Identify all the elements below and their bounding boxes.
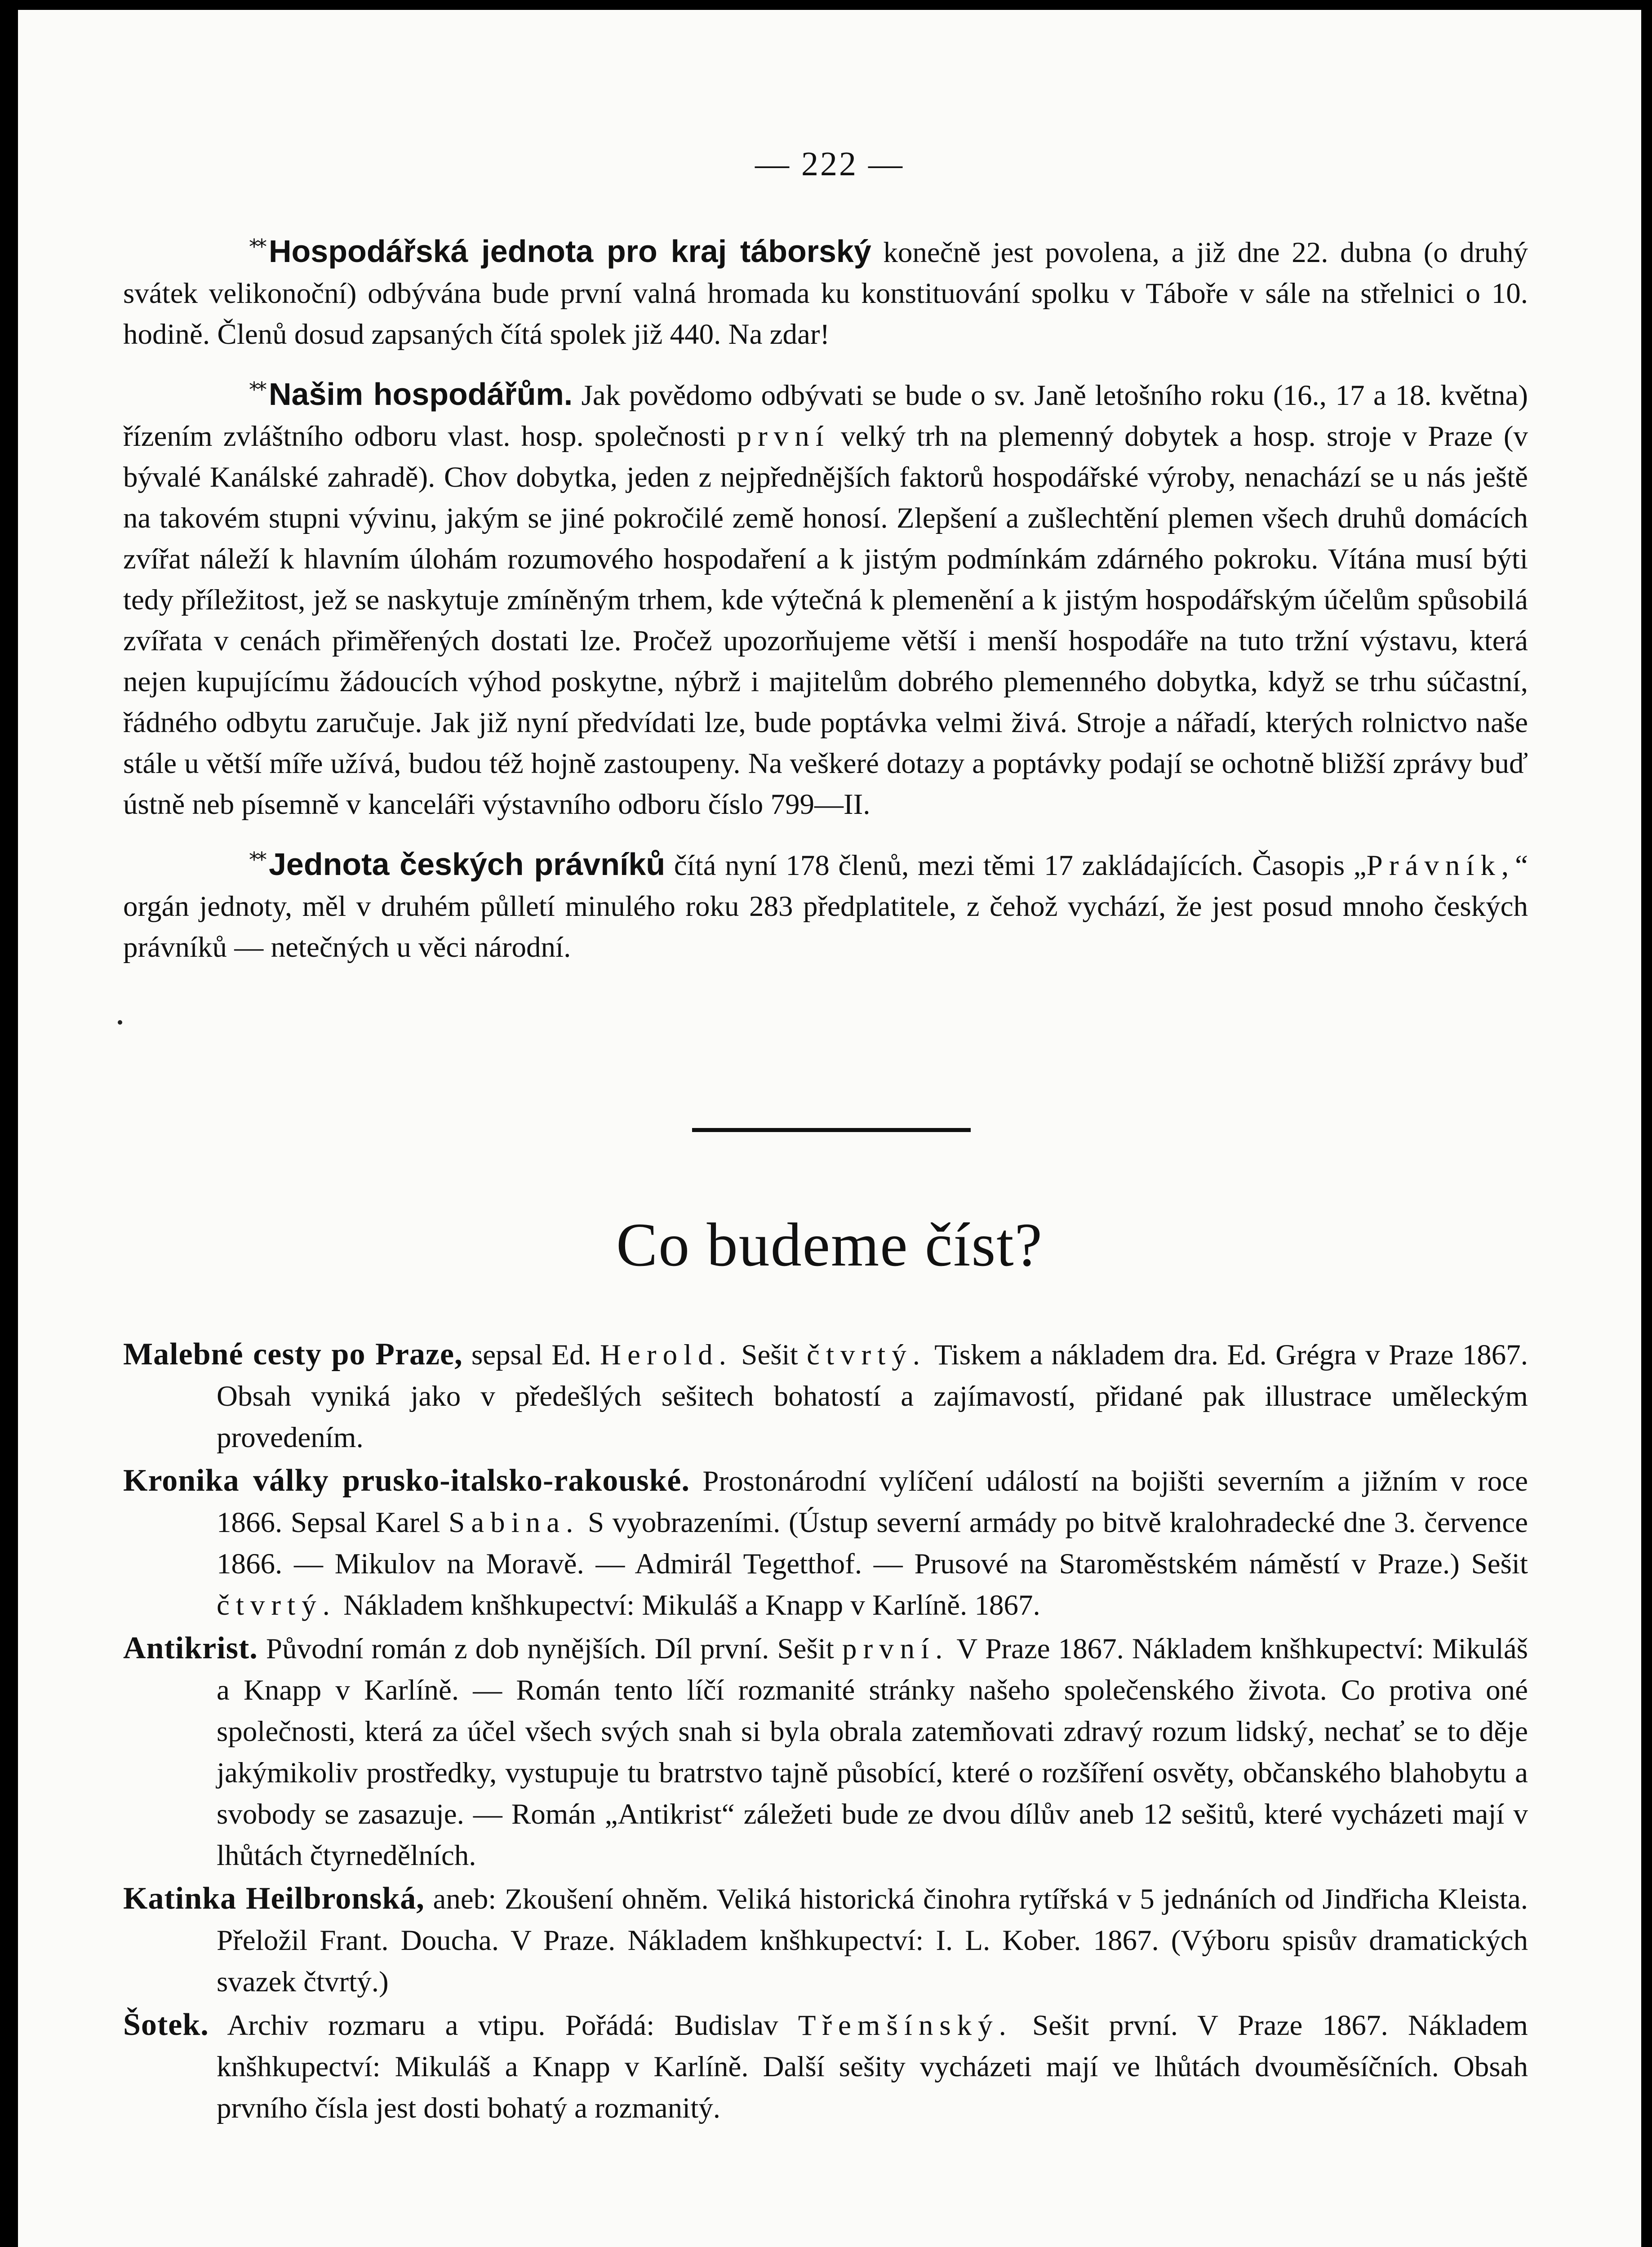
news-item [123,839,1528,968]
book-entry [123,2004,1528,2129]
news-section [123,226,1528,982]
book-title: Malebné cesty po Praze, [123,1337,463,1372]
book-text: S vyobrazeními. (Ústup severní armády po bitvě kralohradecké dne 3. července 1866. — Mikulov na Moravě. — Admirál Tegetthof. — Prusové na Staroměstském náměstí v Praze.) Sešit [217,1506,1528,1580]
book-emphasis: čtvrtý. [217,1589,336,1621]
book-text: V Praze 1867. Nákladem knšhkupectví: Mikuláš a Knapp v Karlíně. — Román tento líčí rozmanité stránky našeho společenského života. Co protiva oné společnosti, která za účel všech svých snah si byla obrala zatemňovati zdravý rozum lidský, nechať se to děje jakýmikoliv prostředky, vystupuje tu bratrstvo tajně působící, které o rozšíření osvěty, občanského blahobytu a svobody se zasazuje. — Román „Antikrist“ záležeti bude ze dvou dílův aneb 12 sešitů, které vycházeti mají v lhůtách čtyrnedělních. [217,1633,1528,1872]
news-text: velký trh na plemenný dobytek a hosp. stroje v Praze (v bývalé Kanálské zahradě). Chov dobytka, jeden z nejpřednějších faktorů hospodářské výroby, nenachází se u nás ještě na takovém stupni vývinu, jakým se jiné pokročilé země honosí. Zlepšení a zušlechtění plemen všech druhů domácích zvířat náleží k hlavním úlohám rozumového hospodaření a k jistým podmínkám zdárného pokroku. Vítána musí býti tedy příležitost, jež se naskytuje zmíněným trhem, kde výtečná k plemenění a k jistým hospodářským účelům spůsobilá zvířata v cenách přiměřených dostati lze. Pročež upozorňujeme větší i menší hospodáře na tuto tržní výstavu, která nejen kupujícímu žádoucích výhod poskytne, nýbrž i majitelům dobrého plemenného dobytka, když se trhu súčastní, řádného odbytu zaručuje. Jak již nyní předvídati lze, bude poptávka velmi živá. Stroje a nářadí, kterých rolnictvo naše stále u větší míře užívá, budou též hojně zastoupeny. Na veškeré dotazy a poptávky podají se ochotně bližší zprávy buď ústně neb písemně v kanceláři výstavního odboru číslo 799—II. [123,420,1528,821]
book-emphasis: Třemšínský. [798,2009,1013,2042]
news-text: Jak povědomo odbývati se bude o sv. Janě letošního roku (16., 17 a 18. května) řízením zvláštního odboru vlast. hosp. společnosti [123,379,1528,453]
asterism-marker: ** [249,377,264,402]
book-text: Sešit první. V Praze 1867. Nákladem knšhkupectví: Mikuláš a Knapp v Karlíně. Další sešity vycházeti mají ve lhůtách dvouměsíčních. Obsah prvního čísla jest dosti bohatý a rozmanitý. [217,2009,1528,2124]
book-entry [123,1460,1528,1626]
book-title: Antikrist. [123,1631,258,1665]
news-text: konečně jest povolena, a již dne 22. dubna (o druhý svátek velikonoční) odbývána bude první valná hromada ku konstituování spolku v Táboře v sále na střelnici o 10. hodině. Členů dosud zapsaných čítá spolek již 440. Na zdar! [123,236,1528,351]
book-emphasis: čtvrtý. [807,1339,927,1371]
news-emphasis: první [737,420,830,453]
book-text: Archiv rozmaru a vtipu. Pořádá: Budislav [209,2009,798,2042]
asterism-marker: ** [249,848,264,872]
news-heading: Jednota českých právníků [269,847,666,882]
news-item [123,369,1528,825]
book-entry [123,1628,1528,1876]
book-text: Prostonárodní vylíčení událostí na bojišti severním a jižním v roce 1866. Sepsal Karel [217,1465,1528,1539]
margin-speck [118,1020,122,1025]
page [18,10,1641,2247]
book-text: Nákladem knšhkupectví: Mikuláš a Knapp v Karlíně. 1867. [336,1589,1040,1621]
book-emphasis: Sabina. [449,1506,580,1539]
book-emphasis: Herold. [600,1339,733,1371]
news-text: “ orgán jednoty, měl v druhém půlletí minulého roku 283 předplatitele, z čehož vychází, že jest posud mnoho českých právníků — netečných u věci národní. [123,849,1528,964]
book-text: sepsal Ed. [462,1339,600,1371]
news-heading: Hospodářská jednota pro kraj táborský [269,234,871,269]
section-title: Co budeme číst? [616,1210,1043,1279]
page-number: — 222 — [755,145,904,183]
book-list [123,1334,1528,2131]
book-text: Tiskem a nákladem dra. Ed. Grégra v Praze 1867. Obsah vyniká jako v předešlých sešitech bohatostí a zajímavostí, přidané pak illustrace uměleckým provedením. [217,1339,1528,1454]
news-heading: Našim hospodářům. [269,377,573,412]
book-text: Původní román z dob nynějších. Díl první. Sešit [258,1633,842,1665]
book-text: Sešit [732,1339,807,1371]
book-entry [123,1878,1528,2003]
book-emphasis: první. [842,1633,949,1665]
news-emphasis: Právník, [1366,849,1515,882]
book-title: Šotek. [123,2007,209,2042]
section-divider [692,1128,971,1132]
news-text: čítá nyní 178 členů, mezi těmi 17 zakládajících. Časopis „ [665,849,1367,882]
book-entry [123,1334,1528,1458]
asterism-marker: ** [249,235,264,259]
news-item [123,226,1528,355]
book-title: Kronika války prusko-italsko-rakouské. [123,1463,690,1498]
book-text: aneb: Zkoušení ohněm. Veliká historická činohra rytířská v 5 jednáních od Jindřicha Kleista. Přeložil Frant. Doucha. V Praze. Nákladem knšhkupectví: I. L. Kober. 1867. (Výboru spisův dramatických svazek čtvrtý.) [217,1883,1528,1998]
book-title: Katinka Heilbronská, [123,1881,425,1916]
